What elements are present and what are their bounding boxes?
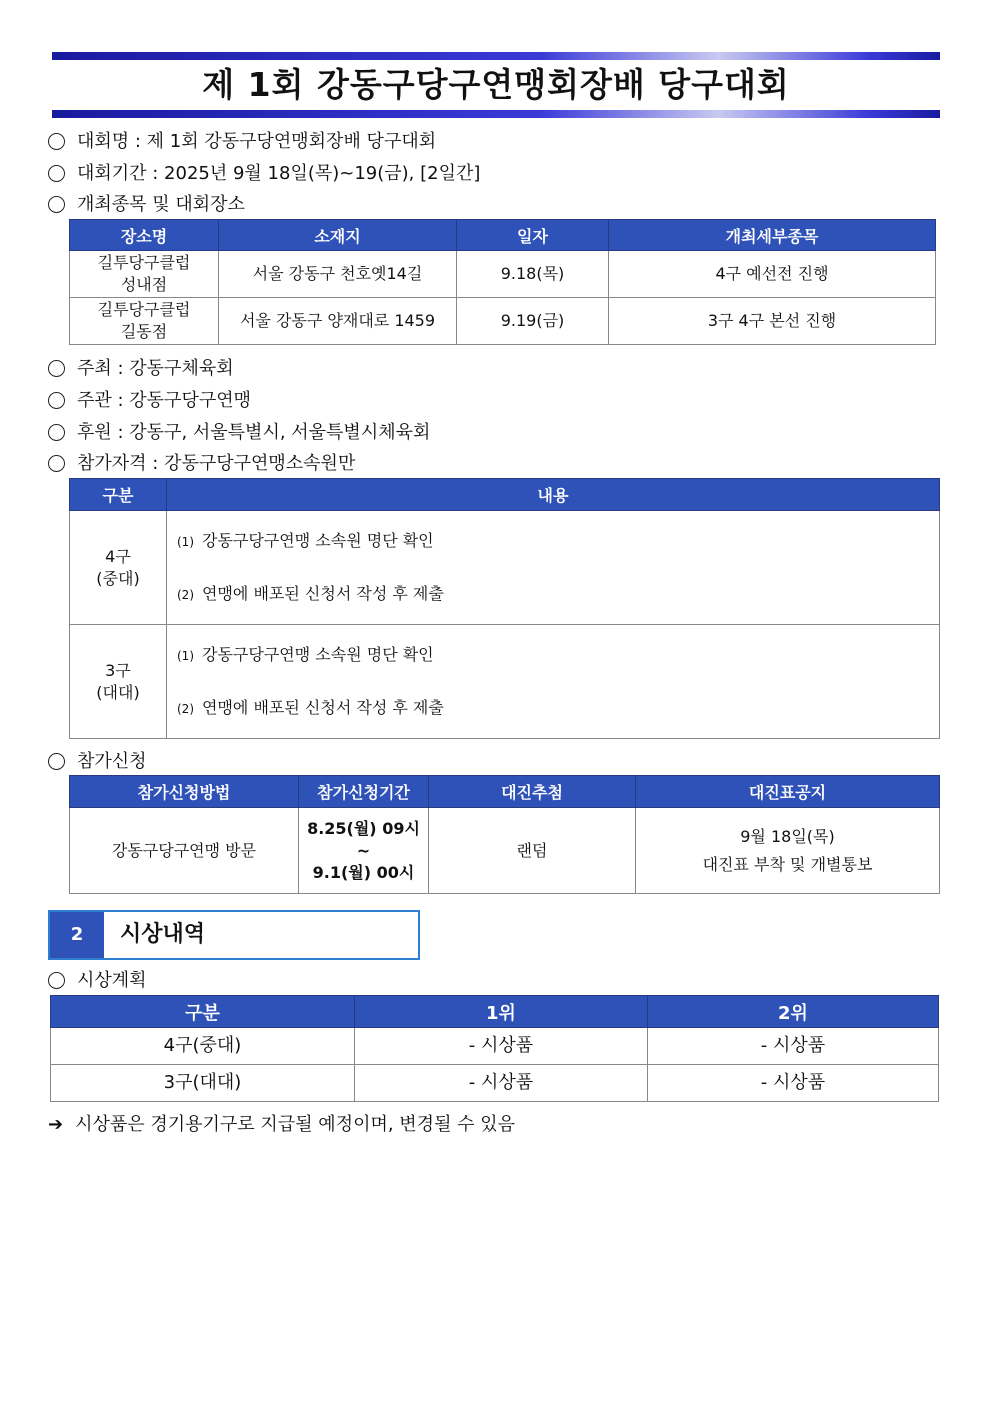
elig-header-content: 내용 [167,479,940,511]
circle-bullet-icon [48,165,65,182]
apply-header-notice: 대진표공지 [636,776,940,808]
prize-first: - 시상품 [355,1028,648,1065]
apply-heading: 참가신청 [48,750,147,774]
venue-header-address: 소재지 [219,220,457,251]
table-row [70,625,940,739]
info-period: 대회기간 : 2025년 9월 18일(목)~19(금), [2일간] [48,162,480,186]
circle-bullet-icon [48,360,65,377]
apply-table [69,775,940,894]
prize-table [50,995,939,1102]
circle-bullet-icon [48,972,65,989]
section-number: 2 [50,912,104,958]
info-venue-heading: 개최종목 및 대회장소 [48,193,245,217]
title-top-bar [52,52,940,60]
apply-method: 강동구당구연맹 방문 [70,808,299,894]
prize-header-first: 1위 [355,996,648,1028]
circle-bullet-icon [48,424,65,441]
venue-place: 길투당구클럽 길동점 [70,298,219,345]
apply-period: 8.25(월) 09시 ~ 9.1(월) 00시 [299,808,429,894]
table-row [51,1028,939,1065]
prize-category: 4구(중대) [51,1028,355,1065]
venue-header-place: 장소명 [70,220,219,251]
org-eligibility: 참가자격 : 강동구당구연맹소속원만 [48,452,355,476]
circle-bullet-icon [48,392,65,409]
venue-event: 3구 4구 본선 진행 [609,298,936,345]
elig-item: (1) 강동구당구연맹 소속원 명단 확인 [177,530,434,550]
elig-header-category: 구분 [70,479,167,511]
table-row [70,808,940,894]
prize-heading: 시상계획 [48,969,147,993]
venue-address: 서울 강동구 천호옛14길 [219,251,457,298]
table-row [70,251,936,298]
page-title: 제 1회 강동구당구연맹회장배 당구대회 [202,65,790,104]
elig-content [167,511,940,625]
prize-category: 3구(대대) [51,1065,355,1102]
elig-category: 3구 (대대) [70,625,167,739]
circle-bullet-icon [48,133,65,150]
elig-table-header [70,479,940,511]
table-row [51,1065,939,1102]
venue-header-date: 일자 [457,220,609,251]
section-label: 시상내역 [120,922,206,947]
circle-bullet-icon [48,455,65,472]
eligibility-table [69,478,940,739]
elig-item: (1) 강동구당구연맹 소속원 명단 확인 [177,644,434,664]
prize-table-header [51,996,939,1028]
venue-date: 9.18(목) [457,251,609,298]
apply-table-header [70,776,940,808]
org-sponsor: 후원 : 강동구, 서울특별시, 서울특별시체육회 [48,421,430,445]
prize-note: ➔ 시상품은 경기용기구로 지급될 예정이며, 변경될 수 있음 [48,1114,516,1135]
prize-second: - 시상품 [648,1028,939,1065]
prize-header-second: 2위 [648,996,939,1028]
apply-header-period: 참가신청기간 [299,776,429,808]
info-name: 대회명 : 제 1회 강동구당연맹회장배 당구대회 [48,130,436,154]
prize-first: - 시상품 [355,1065,648,1102]
venue-header-event: 개최세부종목 [609,220,936,251]
venue-table-header [70,220,936,251]
table-row [70,511,940,625]
venue-date: 9.19(금) [457,298,609,345]
elig-content [167,625,940,739]
apply-header-draw: 대진추첨 [429,776,636,808]
circle-bullet-icon [48,196,65,213]
elig-category: 4구 (중대) [70,511,167,625]
org-host: 주최 : 강동구체육회 [48,357,234,381]
elig-item: (2) 연맹에 배포된 신청서 작성 후 제출 [177,583,444,603]
apply-draw: 랜덤 [429,808,636,894]
prize-second: - 시상품 [648,1065,939,1102]
table-row [70,298,936,345]
apply-header-method: 참가신청방법 [70,776,299,808]
venue-address: 서울 강동구 양재대로 1459 [219,298,457,345]
venue-table [69,219,936,345]
title-bottom-bar [52,110,940,118]
org-organizer: 주관 : 강동구당구연맹 [48,389,251,413]
venue-event: 4구 예선전 진행 [609,251,936,298]
circle-bullet-icon [48,753,65,770]
prize-header-category: 구분 [51,996,355,1028]
arrow-right-icon: ➔ [48,1114,64,1135]
section-header-awards [48,910,420,960]
apply-notice: 9월 18일(목) 대진표 부착 및 개별통보 [636,808,940,894]
venue-place: 길투당구클럽 성내점 [70,251,219,298]
elig-item: (2) 연맹에 배포된 신청서 작성 후 제출 [177,697,444,717]
